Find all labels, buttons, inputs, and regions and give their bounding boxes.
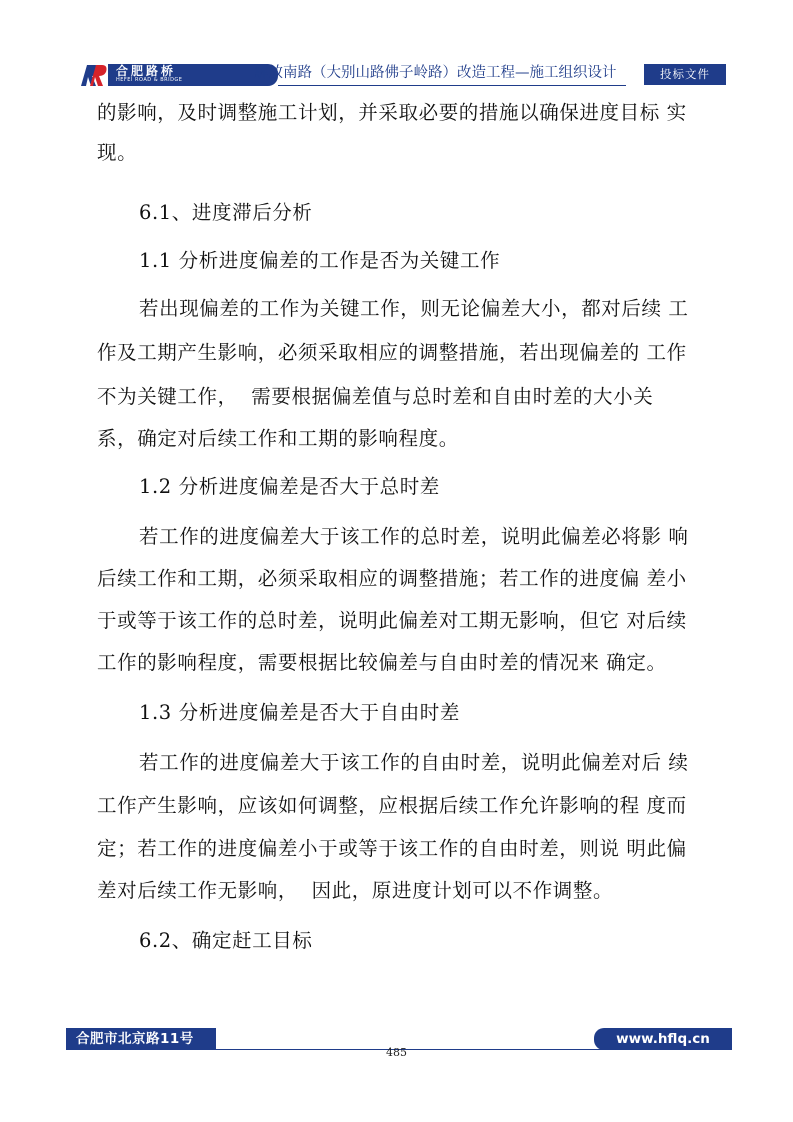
page-number: 485 <box>386 1046 407 1059</box>
paragraph-line: 差对后续工作无影响， 因此，原进度计划可以不作调整。 <box>97 879 614 902</box>
paragraph-line: 后续工作和工期，必须采取相应的调整措施；若工作的进度偏 差小 <box>97 567 687 590</box>
document-tag: 投标文件 <box>644 64 726 85</box>
paragraph-line: 定；若工作的进度偏差小于或等于该工作的自由时差，则说 明此偏 <box>97 837 687 860</box>
section-heading: 6.1、进度滞后分析 <box>139 201 313 224</box>
project-title: 解放南路（大别山路佛子岭路）改造工程—施工组织设计 <box>254 65 617 81</box>
company-name-english: HEFEI ROAD & BRIDGE <box>116 77 183 83</box>
paragraph-line: 工作的影响程度，需要根据比较偏差与自由时差的情况来 确定。 <box>97 651 667 674</box>
paragraph-line: 作及工期产生影响，必须采取相应的调整措施，若出现偏差的 工作 <box>97 341 687 364</box>
company-name: 合肥路桥 <box>116 64 177 78</box>
paragraph-line: 的影响，及时调整施工计划，并采取必要的措施以确保进度目标 实 <box>97 101 687 124</box>
subsection-heading: 1.3 分析进度偏差是否大于自由时差 <box>139 701 461 724</box>
paragraph-line: 现。 <box>97 141 138 164</box>
page-header <box>78 60 726 90</box>
header-divider <box>278 85 626 86</box>
paragraph-line: 工作产生影响，应该如何调整，应根据后续工作允许影响的程 度而 <box>97 794 687 817</box>
logo-banner <box>108 64 278 86</box>
paragraph-line: 若工作的进度偏差大于该工作的总时差，说明此偏差必将影 响 <box>139 525 689 548</box>
section-heading: 6.2、确定赶工目标 <box>139 929 313 952</box>
paragraph-line: 于或等于该工作的总时差，说明此偏差对工期无影响，但它 对后续 <box>97 609 687 632</box>
paragraph-line: 不为关键工作， 需要根据偏差值与总时差和自由时差的大小关 <box>97 385 654 408</box>
company-website: www.hflq.cn <box>594 1028 732 1050</box>
subsection-heading: 1.2 分析进度偏差是否大于总时差 <box>139 475 440 498</box>
subsection-heading: 1.1 分析进度偏差的工作是否为关键工作 <box>139 249 501 272</box>
paragraph-line: 若出现偏差的工作为关键工作，则无论偏差大小，都对后续 工 <box>139 297 689 320</box>
paragraph-line: 若工作的进度偏差大于该工作的自由时差，说明此偏差对后 续 <box>139 751 689 774</box>
paragraph-line: 系，确定对后续工作和工期的影响程度。 <box>97 427 459 450</box>
company-logo-icon <box>78 62 108 88</box>
company-address: 合肥市北京路11号 <box>66 1028 216 1050</box>
